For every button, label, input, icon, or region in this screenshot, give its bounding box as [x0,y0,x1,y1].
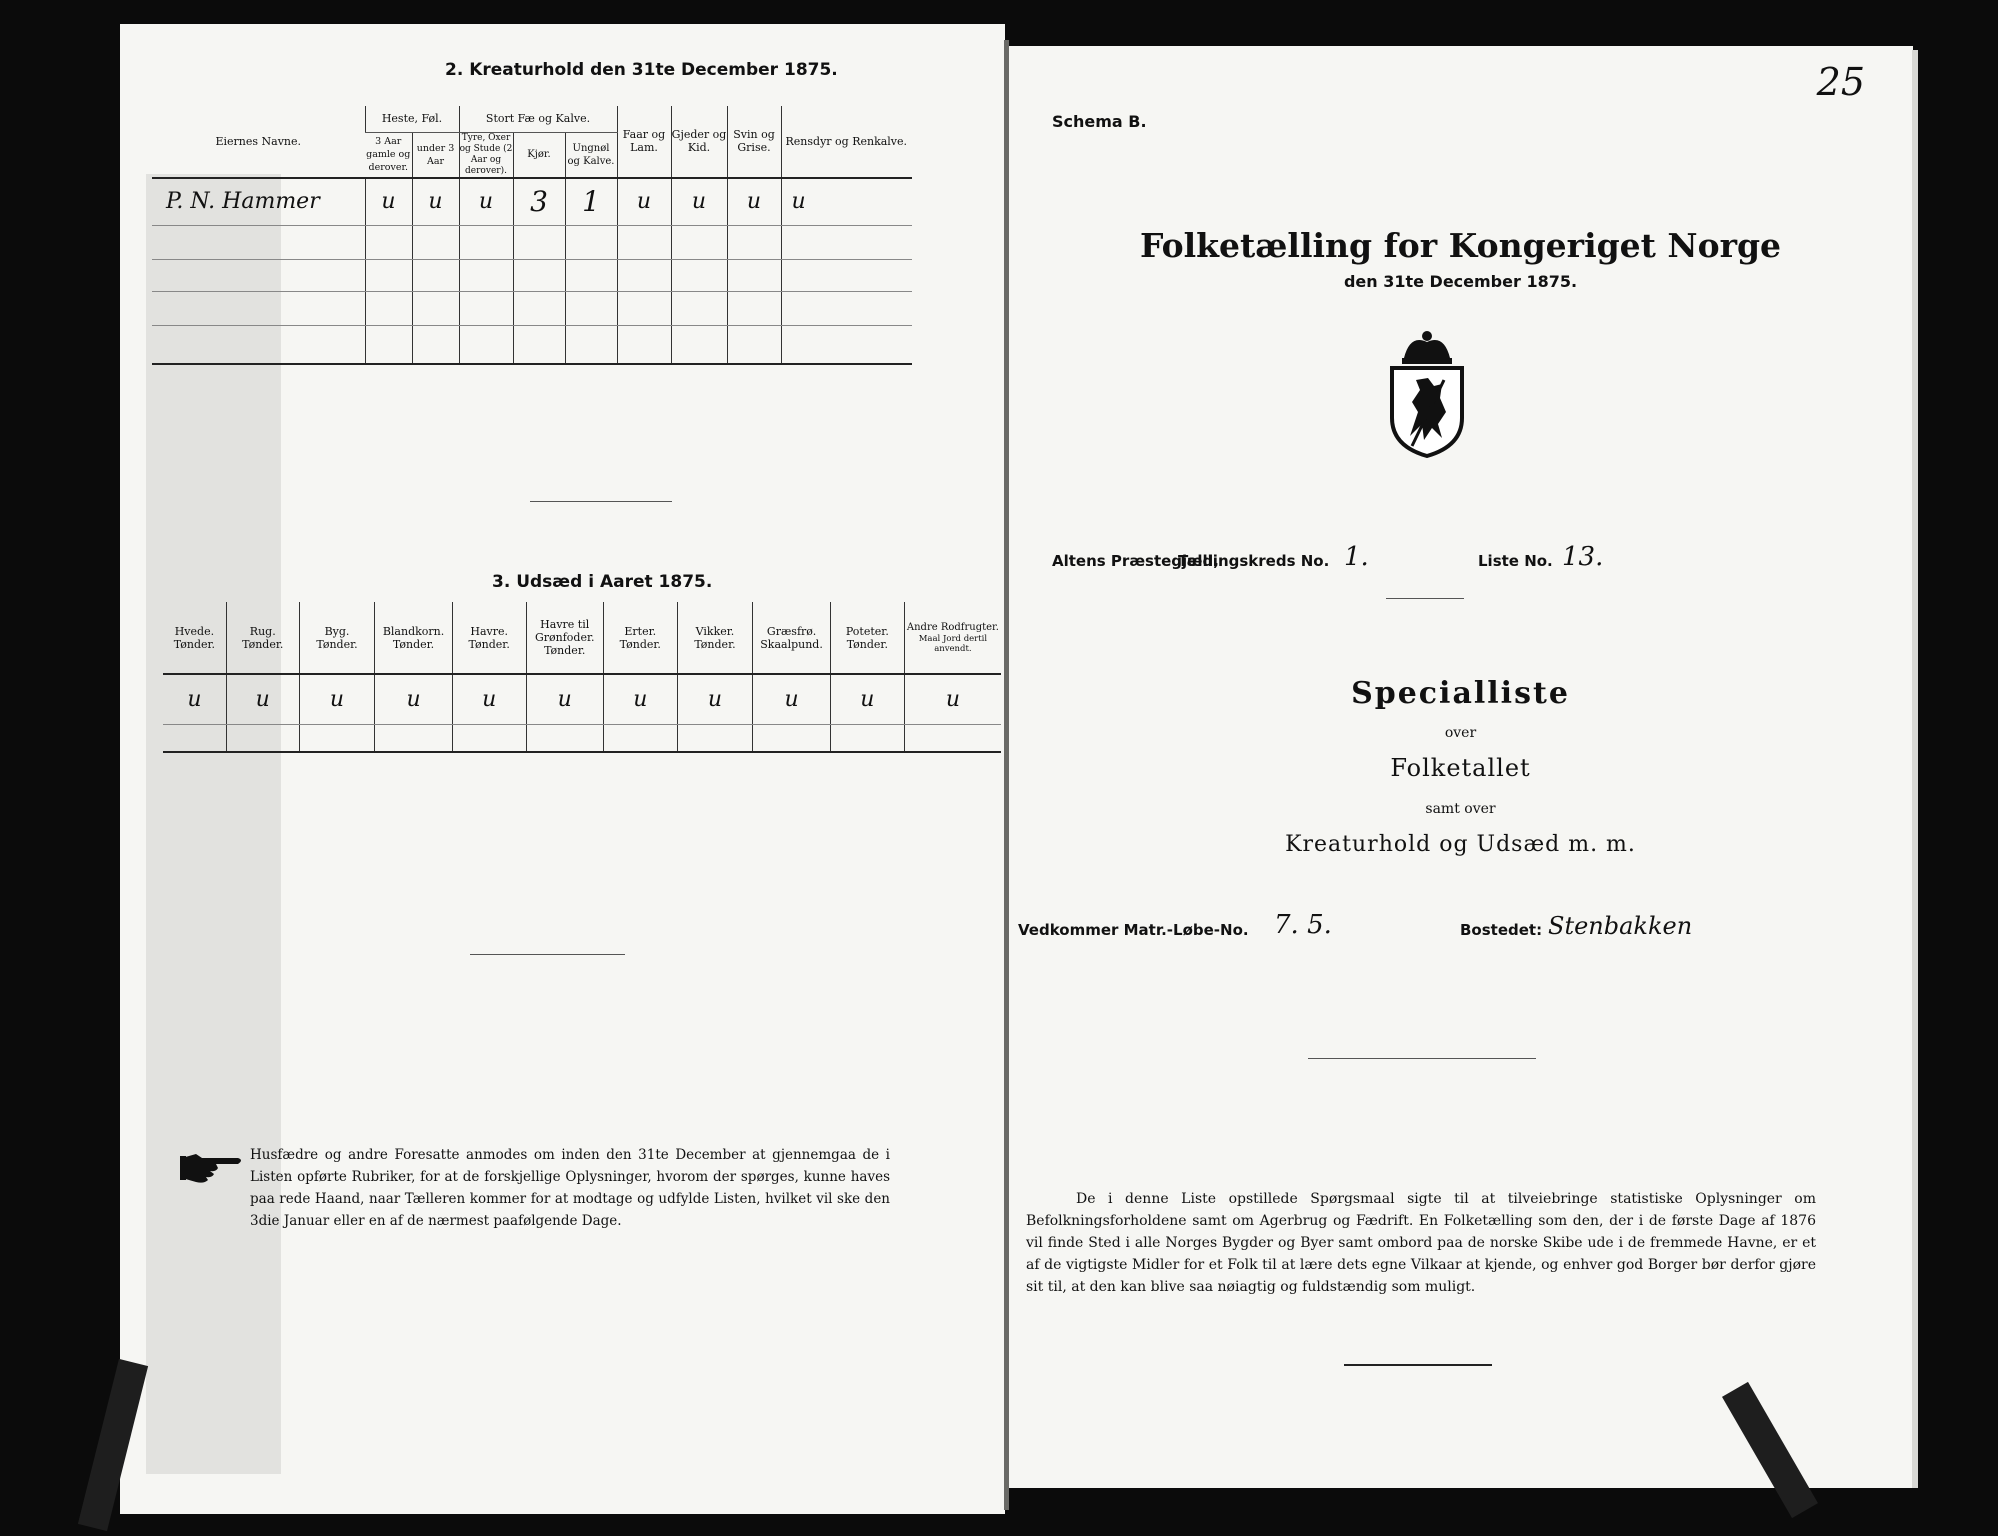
bosted-label: Bostedet: [1460,921,1543,939]
page-edge [1912,50,1918,1488]
seed-cell: u [603,674,677,724]
divider [530,501,672,502]
seed-col-unit: Tønder. [846,637,888,651]
list-value: 13. [1562,542,1604,572]
folketallet-label: Folketallet [1390,754,1531,782]
samt-over-label: samt over [1425,801,1496,817]
matr-value: 7. 5. [1274,910,1332,940]
col-owner: Eiernes Navne. [152,106,365,178]
seed-cell: u [163,674,226,724]
seed-col-name: Hvede. [174,624,215,638]
section2-title: 2. Kreaturhold den 31te December 1875. [445,60,838,80]
seed-col-name: Andre Rodfrugter. [906,621,999,633]
table-row [163,724,1001,752]
seed-col-unit: Tønder. [468,637,510,651]
table-row [152,260,912,292]
seed-col-name: Erter. [624,624,657,638]
col-pigs: Svin og Grise. [727,106,781,178]
page-number: 25 [1816,60,1865,104]
cell-reindeer: u [781,178,912,226]
seed-col-unit: Tønder. [173,637,216,651]
divider [470,954,625,955]
pointing-hand-icon [180,1144,248,1184]
bosted-value: Stenbakken [1548,912,1693,940]
col-sheep: Faar og Lam. [617,106,671,178]
notice-block [250,1144,890,1232]
seed-col-name: Havre. [470,624,508,638]
schema-label: Schema B. [1052,112,1147,131]
livestock-table [152,106,912,365]
kreatur-label: Kreaturhold og Udsæd m. m. [1285,832,1636,857]
gutter [1004,40,1009,1510]
seed-table [163,602,1001,753]
seed-col-unit: Tønder. [242,637,284,651]
cell-cows: 3 [513,178,565,226]
main-title: Folketælling for Kongeriget Norge [1139,226,1782,265]
seed-col-name: Græsfrø. [766,624,817,638]
seed-col-name: Havre til Grønfoder. [534,618,595,644]
seed-cell: u [452,674,526,724]
special-title: Specialliste [1351,676,1570,711]
table-row [152,292,912,326]
seed-cell: u [753,674,831,724]
notice-text: Husfædre og andre Foresatte anmodes om inden den 31te December at gjennemgaa de i Listen opførte Rubriker, for at de forskjellige Oplysninger, hvorom der spørges, kunne haves paa rede Haand, naar Tælleren kommer for at modtage og udfylde Listen, hvilket vil ske den 3die Januar eller en af de nærmest paafølgende Dage. [250,1147,890,1229]
subtitle: den 31te December 1875. [1343,272,1578,291]
divider [1308,1058,1536,1059]
cell-pigs: u [727,178,781,226]
norway-coat-of-arms-icon [1382,328,1472,458]
seed-col-unit: Tønder. [544,644,586,657]
purpose-text: De i denne Liste opstillede Spørgsmaal sigte til at tilveiebringe statistiske Oplysninger om Befolkningsforholdene samt om Agerbrug og Fædrift. En Folketælling som den, der i de første Dage af 1876 vil finde Sted i alle Norges Bygder og Byer samt ombord paa de norske Skibe ude i de fremmede Havne, er et af de vigtigste Midler for et Folk til at lære dets egne Vilkaar at kjende, og enhver god Borger bør derfor gjøre sit til, at den kan blive saa nøiagtig og fuldstændig som muligt. [1026,1191,1816,1295]
col-reindeer: Rensdyr og Renkalve. [781,106,912,178]
section3-title: 3. Udsæd i Aaret 1875. [492,572,713,592]
cell-oxen: u [459,178,513,226]
seed-col-name: Vikker. [695,624,735,638]
seed-col-unit: Tønder. [694,637,736,651]
seed-cell: u [226,674,299,724]
col-goats: Gjeder og Kid. [671,106,727,178]
district-value: 1. [1344,542,1369,572]
cell-horses-under3: u [412,178,459,226]
col-cattle-oxen: Tyre, Oxer og Stude (2 Aar og derover). [459,132,513,176]
seed-col-name: Byg. [324,624,350,638]
seed-cell: u [375,674,452,724]
seed-col-unit: Skaalpund. [760,637,823,651]
col-horses-under3: under 3 Aar [412,132,459,178]
table-row [152,326,912,364]
cell-horses-3plus: u [365,178,412,226]
over-label: over [1444,725,1477,741]
col-cattle-young: Ungnøl og Kalve. [565,132,617,178]
table-row [152,226,912,260]
district-label: Tællingskreds No. [1178,552,1330,570]
col-horses-3plus: 3 Aar gamle og derover. [365,132,412,178]
col-horses-group: Heste, Føl. [365,106,459,132]
seed-col-unit: Tønder. [619,637,661,651]
list-label: Liste No. [1478,552,1553,570]
seed-col-unit: Tønder. [392,637,435,651]
seed-col-unit: Tønder. [316,637,358,651]
cell-sheep: u [617,178,671,226]
purpose-block [1026,1188,1816,1298]
col-cattle-group: Stort Fæ og Kalve. [459,106,617,132]
seed-col-name: Poteter. [845,624,889,638]
owner-name: P. N. Hammer [152,178,365,226]
divider [1386,598,1464,599]
col-cattle-cows: Kjør. [513,132,565,178]
matr-label: Vedkommer Matr.-Løbe-No. [1018,921,1249,939]
seed-cell: u [830,674,904,724]
parish-label: Altens Præstegjeld, [1052,552,1219,570]
seed-col-name: Blandkorn. [382,624,445,638]
left-page [120,24,1005,1514]
seed-col-unit: Maal Jord dertil anvendt. [918,633,988,654]
cell-goats: u [671,178,727,226]
right-page [1008,46,1913,1488]
bleed-through-column [146,174,281,1474]
cell-young: 1 [565,178,617,226]
seed-cell: u [904,674,1001,724]
seed-cell: u [677,674,753,724]
table-row [163,674,1001,724]
table-row [152,178,912,226]
seed-cell: u [299,674,375,724]
divider [1344,1364,1492,1366]
seed-col-name: Rug. [249,624,276,638]
seed-cell: u [526,674,603,724]
